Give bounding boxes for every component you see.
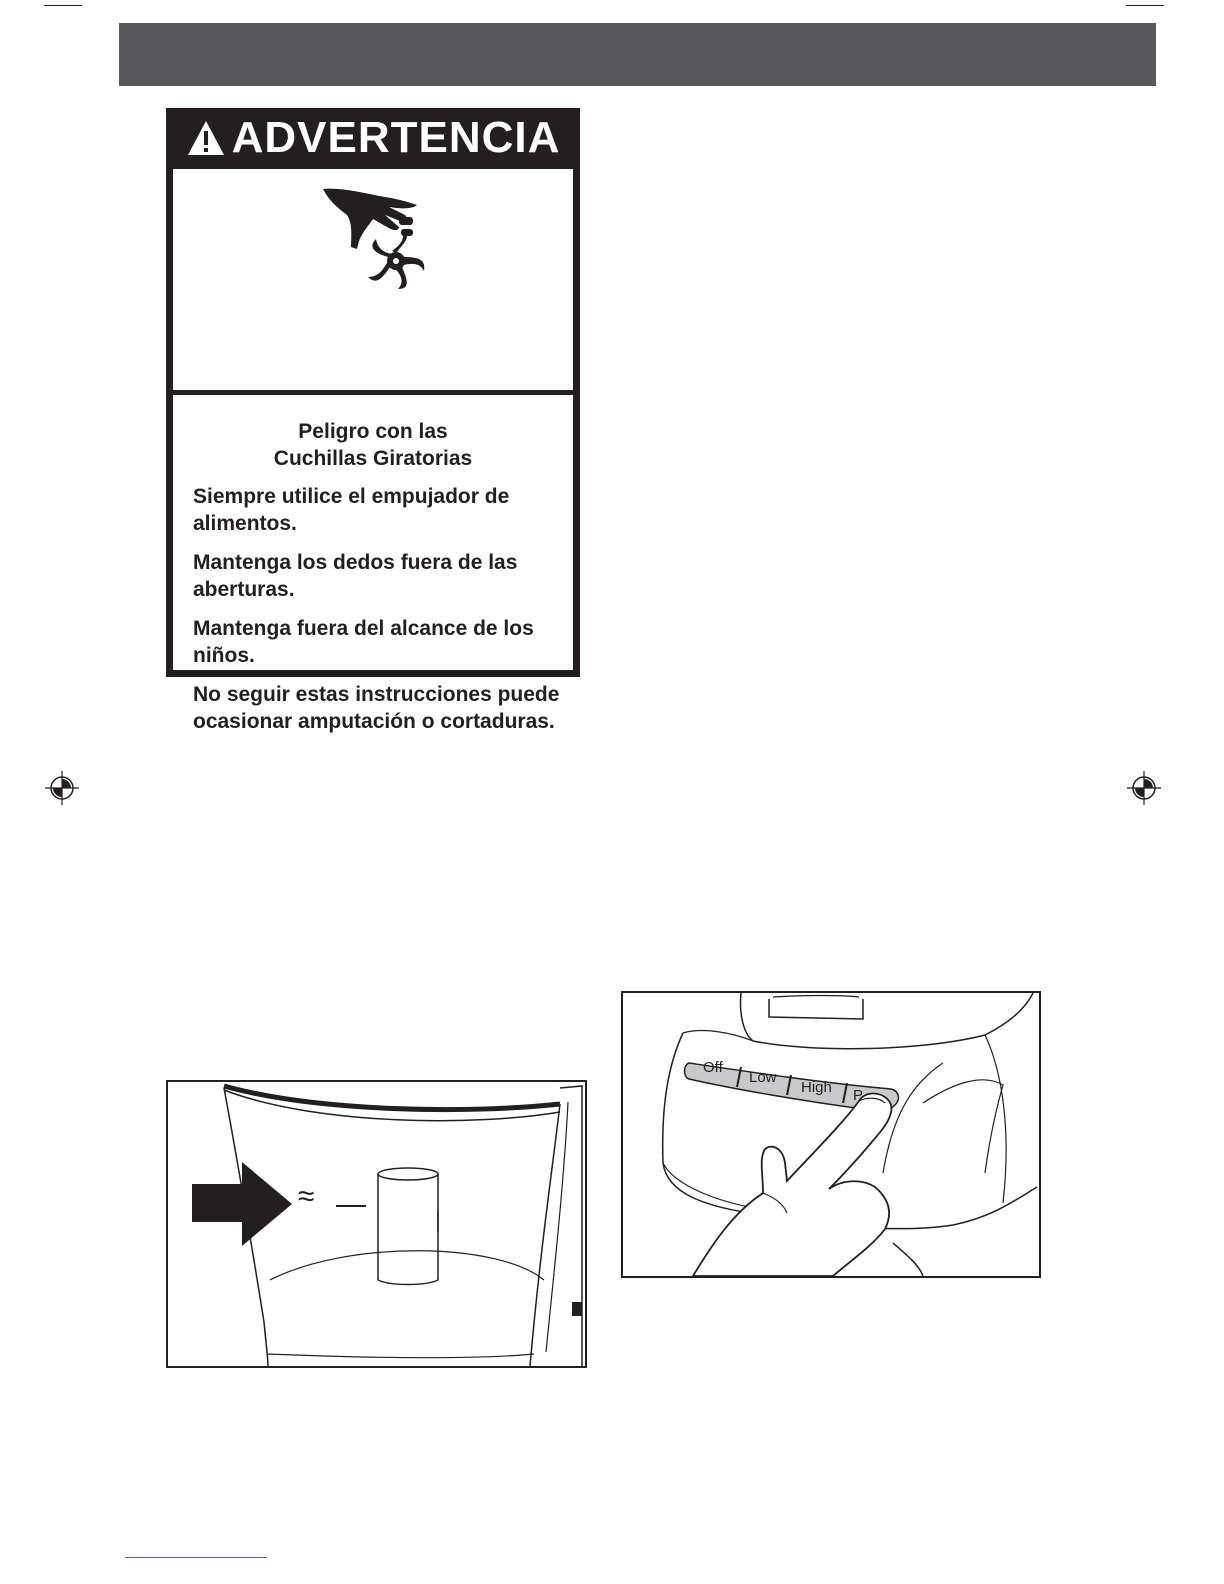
work-bowl-figure [166, 1080, 587, 1368]
registration-mark-icon [45, 771, 79, 805]
section-header-bar [119, 23, 1156, 86]
control-panel-figure [621, 991, 1041, 1278]
warning-text-panel [173, 395, 573, 733]
food-processor-base-illustration [623, 993, 1039, 1276]
max-fill-symbol: ≈ [298, 1180, 315, 1213]
pulse-button-label: P [853, 1087, 864, 1104]
hand-near-rotating-blade-icon [173, 169, 573, 390]
crop-mark [44, 5, 82, 6]
warning-heading-line2: Cuchillas Giratorias [273, 447, 473, 470]
warning-header [166, 108, 580, 168]
warning-triangle-icon [186, 119, 226, 157]
warning-heading [173, 418, 573, 472]
crop-mark [1126, 5, 1164, 6]
warning-heading-line1: Peligro con las [298, 420, 448, 443]
warning-paragraph: Mantenga fuera del alcance de los niños. [193, 617, 534, 667]
warning-paragraph: Siempre utilice el empujador de alimentos. [193, 485, 510, 535]
pictogram-panel [173, 169, 573, 390]
warning-title: ADVERTENCIA [231, 113, 561, 162]
high-button-label: High [801, 1079, 832, 1096]
footer-line [125, 1557, 267, 1558]
low-button-label: Low [749, 1069, 777, 1086]
warning-label [166, 108, 580, 733]
warning-paragraph: No seguir estas instrucciones puede ocasionar amputación o cortaduras. [193, 683, 560, 733]
registration-mark-icon [1127, 771, 1161, 805]
warning-paragraph: Mantenga los dedos fuera de las aberturas. [193, 551, 518, 601]
work-bowl-max-fill-arrow-icon [168, 1082, 585, 1366]
off-button-label: Off [703, 1059, 723, 1076]
